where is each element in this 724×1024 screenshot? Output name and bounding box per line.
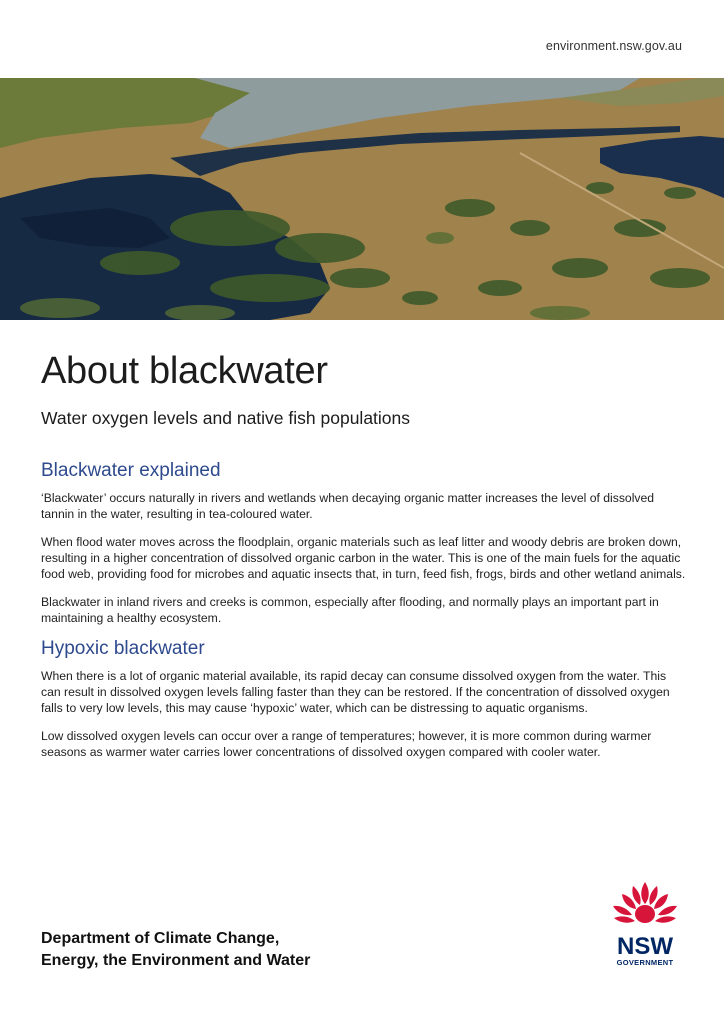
site-url[interactable]: environment.nsw.gov.au — [545, 39, 682, 53]
section-heading: Hypoxic blackwater — [41, 638, 205, 659]
section-hypoxic-blackwater — [41, 638, 686, 760]
aerial-floodplain-photo — [0, 78, 724, 320]
waratah-icon — [613, 882, 677, 923]
section-heading: Blackwater explained — [41, 460, 221, 481]
paragraph: ‘Blackwater’ occurs naturally in rivers and wetlands when decaying organic matter increases the level of dissolved tannin in the water, resulting in tea-coloured water. — [41, 491, 655, 521]
nsw-logo-text: NSW — [617, 933, 673, 960]
page-title: About blackwater — [41, 350, 328, 392]
page-subtitle: Water oxygen levels and native fish populations — [41, 408, 411, 428]
nsw-logo-subtext: GOVERNMENT — [616, 958, 674, 967]
department-line-2: Energy, the Environment and Water — [41, 952, 311, 969]
paragraph: When flood water moves across the floodplain, organic materials such as leaf litter and woody debris are broken down, resulting in a higher concentration of dissolved organic carbon in the water. This is one of the main fuels for the aquatic food web, providing food for microbes and aquatic insects that, in turn, feed fish, frogs, birds and other wetland animals. — [41, 535, 686, 581]
department-name — [41, 928, 310, 972]
paragraph: When there is a lot of organic material available, its rapid decay can consume dissolved oxygen from the water. This can result in dissolved oxygen levels falling faster than they can be restored. If the concentration of dissolved oxygen falls to very low levels, this may cause ‘hypoxic’ water, which can be distressing to aquatic organisms. — [41, 669, 670, 715]
paragraph: Low dissolved oxygen levels can occur over a range of temperatures; however, it is more common during warmer seasons as warmer water carries lower concentrations of dissolved oxygen compared with cooler water. — [41, 729, 652, 759]
main-content — [41, 460, 686, 772]
department-line-1: Department of Climate Change, — [41, 930, 280, 947]
section-blackwater-explained — [41, 460, 686, 626]
paragraph: Blackwater in inland rivers and creeks is common, especially after flooding, and normally plays an important part in maintaining a healthy ecosystem. — [41, 595, 659, 625]
nsw-government-logo — [604, 878, 686, 970]
hero-image — [0, 78, 724, 320]
